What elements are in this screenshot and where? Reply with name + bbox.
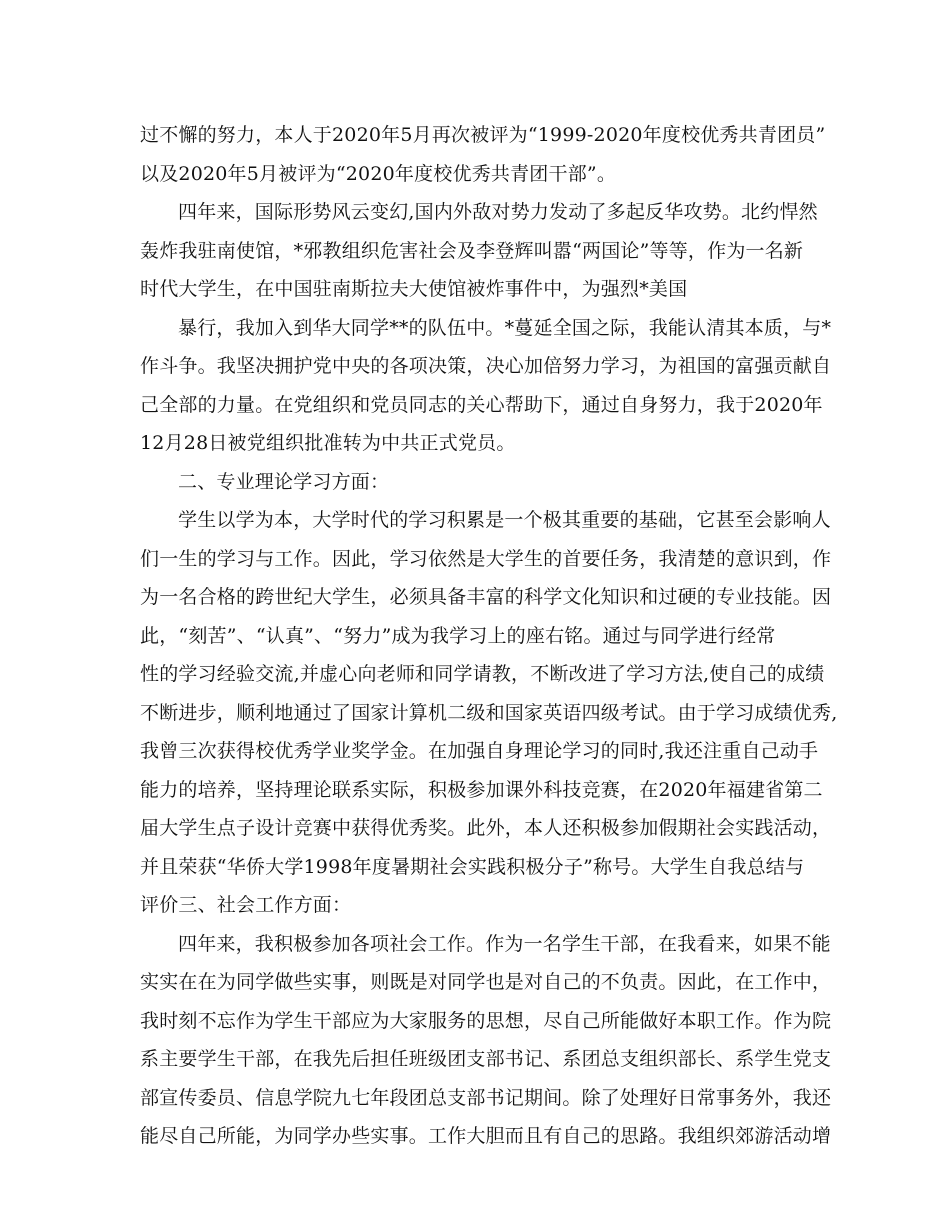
text-line: 我时刻不忘作为学生干部应为大家服务的思想，尽自己所能做好本职工作。作为院 xyxy=(140,1009,832,1032)
text-line: 轰炸我驻南使馆，*邪教组织危害社会及李登辉叫嚣“两国论”等等，作为一名新 xyxy=(140,239,804,262)
text-line: 此，“刻苦”、“认真”、“努力”成为我学习上的座右铭。通过与同学进行经常 xyxy=(140,624,776,647)
text-line: 己全部的力量。在党组织和党员同志的关心帮助下，通过自身努力，我于2020年 xyxy=(140,393,823,416)
paragraph-start-line: 四年来，我积极参加各项社会工作。作为一名学生干部，在我看来，如果不能 xyxy=(178,932,831,955)
text-line: 时代大学生，在中国驻南斯拉夫大使馆被炸事件中，为强烈*美国 xyxy=(140,278,688,300)
text-line: 过不懈的努力，本人于2020年5月再次被评为“1999-2020年度校优秀共青团员” xyxy=(140,124,826,146)
text-line: 性的学习经验交流,并虚心向老师和同学请教，不断改进了学习方法,使自己的成绩 xyxy=(140,663,825,685)
text-line: 12月28日被党组织批准转为中共正式党员。 xyxy=(140,432,516,454)
text-line: 并且荣获“华侨大学1998年度暑期社会实践积极分子”称号。大学生自我总结与 xyxy=(140,855,805,878)
text-line: 系主要学生干部，在我先后担任班级团支部书记、系团总支组织部长、系学生党支 xyxy=(140,1048,832,1070)
text-line: 不断进步，顺利地通过了国家计算机二级和国家英语四级考试。由于学习成绩优秀, xyxy=(140,701,838,724)
paragraph-start-line: 学生以学为本，大学时代的学习积累是一个极其重要的基础，它甚至会影响人 xyxy=(178,509,831,531)
text-line: 为一名合格的跨世纪大学生，必须具备丰富的科学文化知识和过硬的专业技能。因 xyxy=(140,586,832,608)
section-heading: 二、专业理论学习方面： xyxy=(178,470,390,493)
text-line: 们一生的学习与工作。因此，学习依然是大学生的首要任务，我清楚的意识到，作 xyxy=(140,547,832,570)
text-line: 能力的培养，坚持理论联系实际，积极参加课外科技竞赛，在2020年福建省第二 xyxy=(140,778,823,801)
text-line: 作斗争。我坚决拥护党中央的各项决策，决心加倍努力学习，为祖国的富强贡献自 xyxy=(140,355,832,377)
text-line: 能尽自己所能，为同学办些实事。工作大胆而且有自己的思路。我组织郊游活动增 xyxy=(140,1125,832,1147)
document-body xyxy=(140,116,838,1156)
text-line: 以及2020年5月被评为“2020年度校优秀共青团干部”。 xyxy=(140,162,617,185)
paragraph-start-line: 暴行，我加入到华大同学**的队伍中。*蔓延全国之际，我能认清其本质，与* xyxy=(178,316,832,339)
text-line: 评价三、社会工作方面： xyxy=(140,894,352,916)
text-line: 部宣传委员、信息学院九七年段团总支部书记期间。除了处理好日常事务外，我还 xyxy=(140,1086,832,1109)
text-line: 实实在在为同学做些实事，则既是对同学也是对自己的不负责。因此，在工作中， xyxy=(140,971,832,993)
text-line: 我曾三次获得校优秀学业奖学金。在加强自身理论学习的同时,我还注重自己动手 xyxy=(140,740,819,762)
text-line: 届大学生点子设计竞赛中获得优秀奖。此外，本人还积极参加假期社会实践活动， xyxy=(140,817,832,839)
paragraph-start-line: 四年来，国际形势风云变幻,国内外敌对势力发动了多起反华攻势。北约悍然 xyxy=(178,201,818,223)
